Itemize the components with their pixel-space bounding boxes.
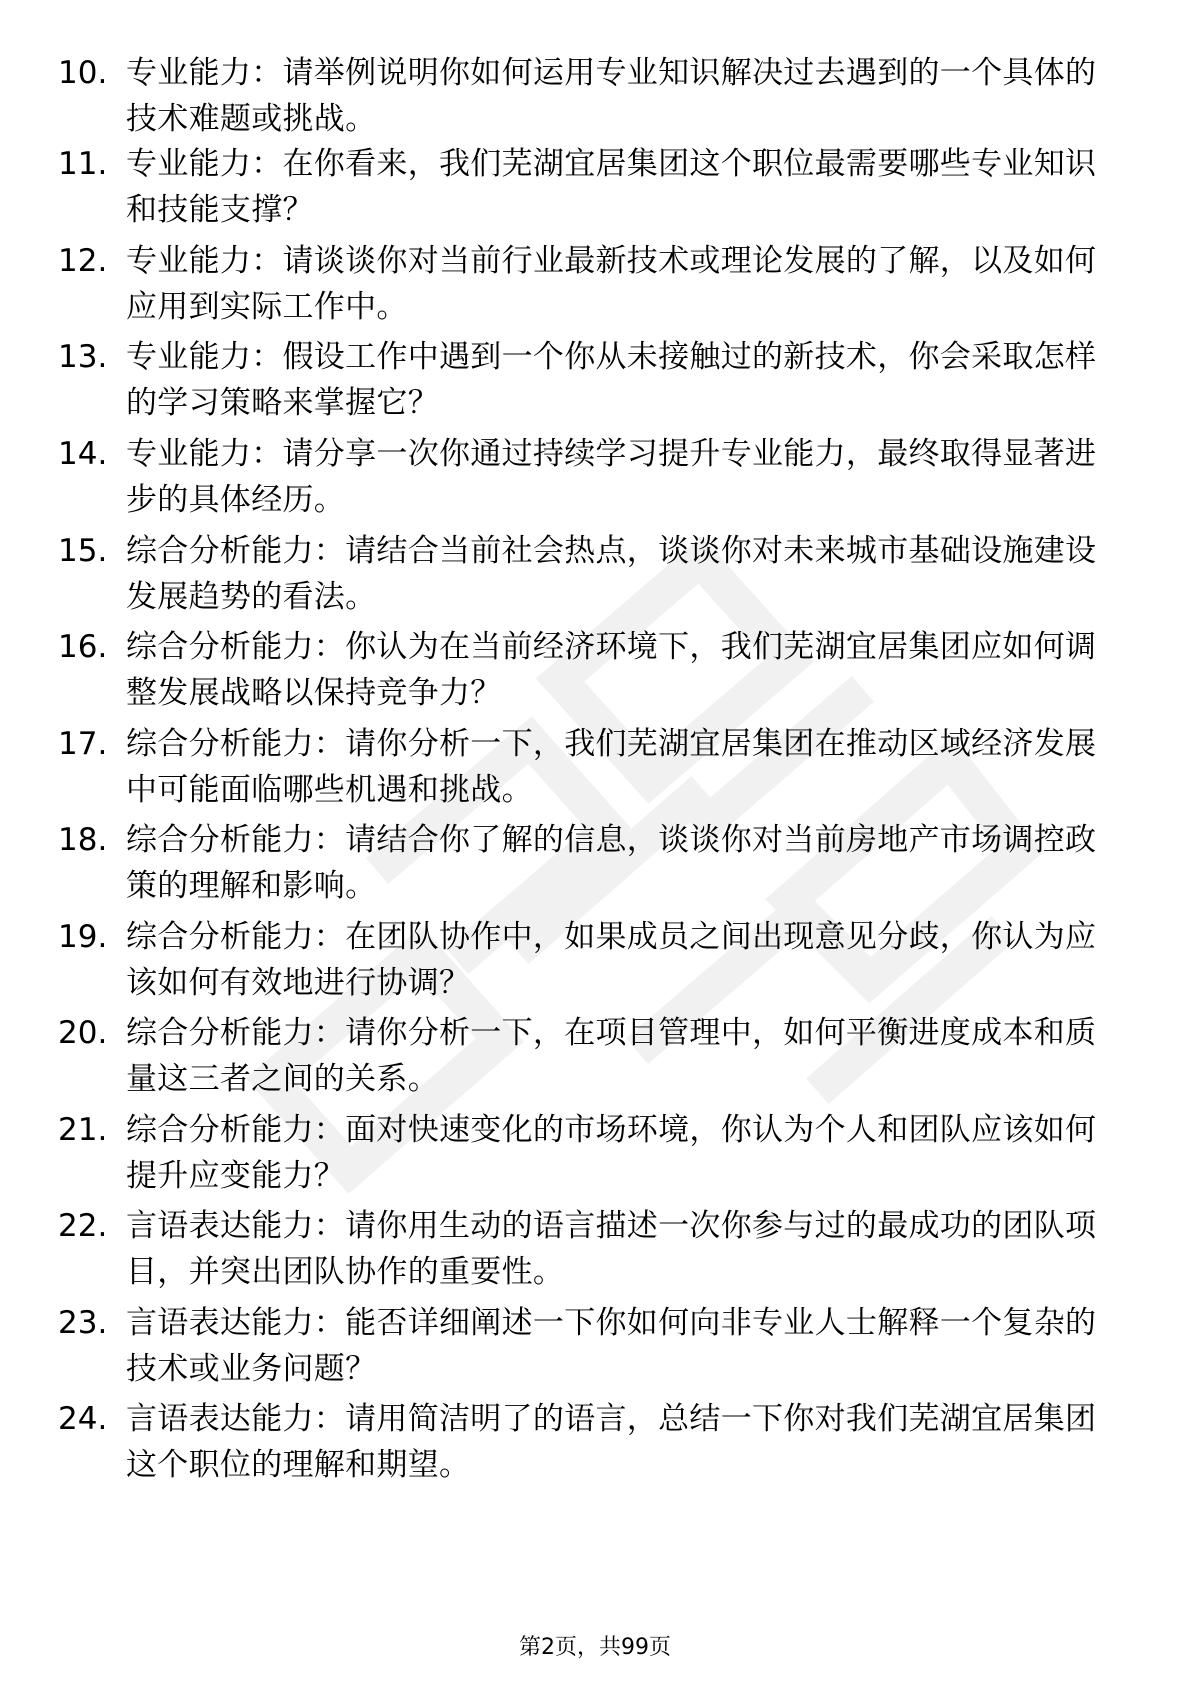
question-number: 14. — [58, 436, 108, 472]
question-number: 16. — [58, 629, 108, 665]
question-item — [0, 1010, 1190, 1100]
question-text: 专业能力：请分享一次你通过持续学习提升专业能力，最终取得显著进步的具体经历。 — [126, 436, 1097, 518]
question-text: 言语表达能力：请你用生动的语言描述一次你参与过的最成功的团队项目，并突出团队协作的重要性。 — [126, 1208, 1097, 1290]
question-number: 13. — [58, 339, 108, 375]
question-text: 言语表达能力：能否详细阐述一下你如何向非专业人士解释一个复杂的技术或业务问题？ — [126, 1305, 1097, 1387]
question-item — [0, 721, 1190, 811]
question-item — [0, 1203, 1190, 1293]
page-indicator: 第2页，共99页 — [519, 1635, 671, 1660]
question-item — [0, 238, 1190, 328]
question-number: 11. — [58, 146, 108, 182]
question-text: 综合分析能力：面对快速变化的市场环境，你认为个人和团队应该如何提升应变能力？ — [126, 1112, 1097, 1194]
question-text: 专业能力：请举例说明你如何运用专业知识解决过去遇到的一个具体的技术难题或挑战。 — [126, 55, 1097, 137]
question-number: 10. — [58, 55, 108, 91]
question-item — [0, 817, 1190, 907]
question-item — [0, 528, 1190, 618]
question-text: 专业能力：在你看来，我们芜湖宜居集团这个职位最需要哪些专业知识和技能支撑？ — [126, 146, 1097, 228]
question-text: 专业能力：假设工作中遇到一个你从未接触过的新技术，你会采取怎样的学习策略来掌握它？ — [126, 339, 1097, 421]
question-text: 综合分析能力：请你分析一下，在项目管理中，如何平衡进度成本和质量这三者之间的关系。 — [126, 1015, 1097, 1097]
question-text: 综合分析能力：请你分析一下，我们芜湖宜居集团在推动区域经济发展中可能面临哪些机遇和挑战。 — [126, 726, 1097, 808]
question-number: 17. — [58, 726, 108, 762]
question-item — [0, 1396, 1190, 1486]
question-item — [0, 1107, 1190, 1197]
question-item — [0, 431, 1190, 521]
question-item — [0, 334, 1190, 424]
question-number: 18. — [58, 822, 108, 858]
question-text: 专业能力：请谈谈你对当前行业最新技术或理论发展的了解，以及如何应用到实际工作中。 — [126, 243, 1097, 325]
question-number: 23. — [58, 1305, 108, 1341]
question-text: 综合分析能力：你认为在当前经济环境下，我们芜湖宜居集团应如何调整发展战略以保持竞争力？ — [126, 629, 1097, 711]
question-item — [0, 141, 1190, 231]
question-number: 24. — [58, 1401, 108, 1437]
question-text: 综合分析能力：在团队协作中，如果成员之间出现意见分歧，你认为应该如何有效地进行协调？ — [126, 919, 1097, 1001]
question-number: 20. — [58, 1015, 108, 1051]
question-number: 21. — [58, 1112, 108, 1148]
question-item — [0, 624, 1190, 714]
question-text: 综合分析能力：请结合当前社会热点，谈谈你对未来城市基础设施建设发展趋势的看法。 — [126, 533, 1097, 615]
question-item — [0, 50, 1190, 140]
question-item — [0, 914, 1190, 1004]
question-text: 综合分析能力：请结合你了解的信息，谈谈你对当前房地产市场调控政策的理解和影响。 — [126, 822, 1097, 904]
question-text: 言语表达能力：请用简洁明了的语言，总结一下你对我们芜湖宜居集团这个职位的理解和期望。 — [126, 1401, 1097, 1483]
question-number: 22. — [58, 1208, 108, 1244]
question-number: 15. — [58, 533, 108, 569]
question-item — [0, 1300, 1190, 1390]
question-number: 19. — [58, 919, 108, 955]
question-number: 12. — [58, 243, 108, 279]
